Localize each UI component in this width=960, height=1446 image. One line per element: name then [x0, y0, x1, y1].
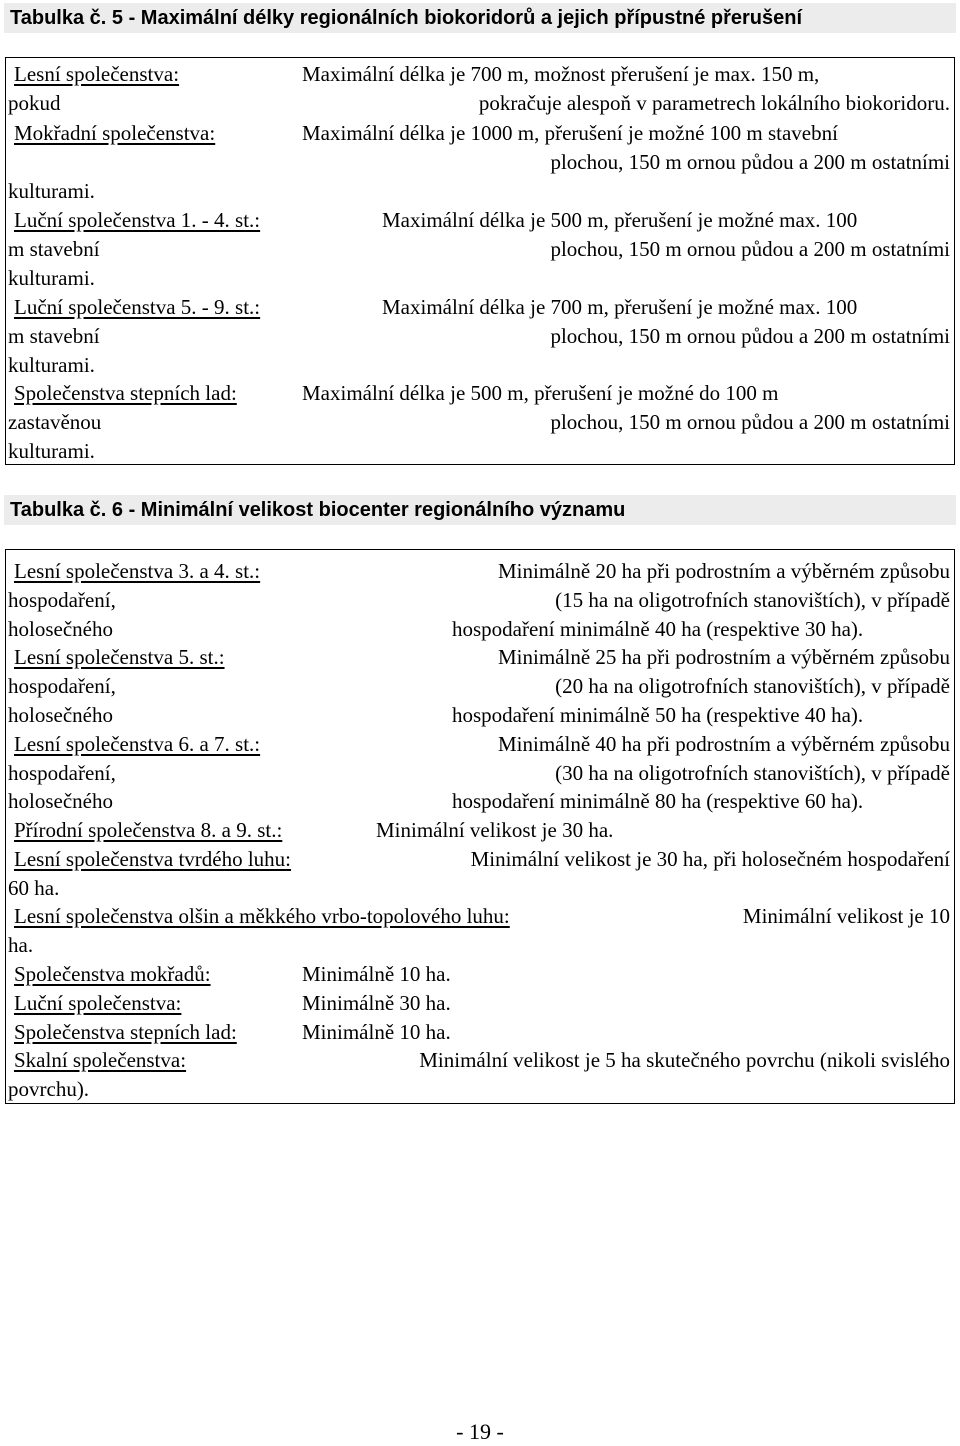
- row-value-cont: (20 ha na oligotrofních stanovištích), v případě: [555, 674, 950, 698]
- table6-title-bar: [4, 495, 956, 525]
- row-label-end: kulturami.: [8, 179, 95, 203]
- row-value-end: hospodaření minimálně 80 ha (respektive 60 ha).: [452, 789, 864, 813]
- row-value: Minimálně 25 ha při podrostním a výběrném způsobu: [497, 645, 950, 669]
- row-label: Lesní společenstva tvrdého luhu:: [14, 847, 292, 871]
- row-label-end: holosečného: [8, 703, 113, 727]
- row-value: Minimálně 10 ha.: [302, 962, 451, 986]
- table6-row: [6, 557, 954, 585]
- row-label: Luční společenstva 5. - 9. st.:: [14, 295, 261, 319]
- table6-row-cont: [6, 931, 954, 959]
- row-value-end: hospodaření minimálně 40 ha (respektive 30 ha).: [452, 617, 864, 641]
- row-label-end: kulturami.: [8, 266, 95, 290]
- table6-row-cont: [6, 672, 954, 700]
- row-label-cont: m stavební: [8, 237, 100, 261]
- row-label-cont: zastavěnou: [8, 410, 102, 434]
- row-label: Mokřadní společenstva:: [14, 121, 216, 145]
- row-value-cont: plochou, 150 m ornou půdou a 200 m ostatními: [550, 324, 950, 348]
- table5-row-cont: [6, 322, 954, 350]
- row-label-end: kulturami.: [8, 353, 95, 377]
- table6-row: [6, 845, 954, 873]
- table6-row: [6, 989, 954, 1017]
- table6-row: [6, 902, 954, 930]
- row-label-cont: povrchu).: [8, 1077, 90, 1101]
- table5-row-end: [6, 177, 954, 205]
- row-label: Společenstva mokřadů:: [14, 962, 211, 986]
- table5-title-bar: [4, 3, 956, 33]
- row-label: Luční společenstva:: [14, 991, 182, 1015]
- table6-box: [5, 549, 955, 1104]
- row-label: Společenstva stepních lad:: [14, 1020, 237, 1044]
- row-value-cont: (30 ha na oligotrofních stanovištích), v případě: [555, 761, 950, 785]
- table5-row: [6, 119, 954, 147]
- row-value: Maximální délka je 500 m, přerušení je možné max. 100: [382, 208, 858, 232]
- table6-row: [6, 643, 954, 671]
- row-value-end: hospodaření minimálně 50 ha (respektive 40 ha).: [452, 703, 864, 727]
- row-value-cont: plochou, 150 m ornou půdou a 200 m ostatními: [550, 150, 950, 174]
- table5-box: [5, 57, 955, 465]
- table6-row-cont: [6, 1075, 954, 1103]
- row-value-cont: plochou, 150 m ornou půdou a 200 m ostatními: [550, 410, 950, 434]
- row-label: Lesní společenstva:: [14, 62, 180, 86]
- table5-row: [6, 293, 954, 321]
- table6-row-cont: [6, 759, 954, 787]
- row-value: Maximální délka je 500 m, přerušení je možné do 100 m: [302, 381, 779, 405]
- row-value: Minimálně 10 ha.: [302, 1020, 451, 1044]
- row-label: Lesní společenstva 6. a 7. st.:: [14, 732, 261, 756]
- table5-row: [6, 60, 954, 88]
- table5-row-cont: [6, 408, 954, 436]
- row-label-cont: hospodaření,: [8, 761, 116, 785]
- row-label-cont: hospodaření,: [8, 588, 116, 612]
- table6-row: [6, 1046, 954, 1074]
- table6-title: Tabulka č. 6 - Minimální velikost biocenter regionálního významu: [10, 499, 626, 521]
- table6-row-end: [6, 787, 954, 815]
- row-value: Maximální délka je 700 m, přerušení je možné max. 100: [382, 295, 858, 319]
- table6-row: [6, 960, 954, 988]
- row-label: Lesní společenstva olšin a měkkého vrbo-topolového luhu:: [14, 904, 510, 928]
- row-value: Minimální velikost je 30 ha.: [376, 818, 614, 842]
- row-label: Skalní společenstva:: [14, 1048, 187, 1072]
- table5-title: Tabulka č. 5 - Maximální délky regionálních biokoridorů a jejich přípustné přerušení: [10, 7, 803, 29]
- row-label: Lesní společenstva 5. st.:: [14, 645, 225, 669]
- table5-row: [6, 379, 954, 407]
- row-value: Minimální velikost je 10: [742, 904, 950, 928]
- row-value: Minimálně 30 ha.: [302, 991, 451, 1015]
- row-label: Společenstva stepních lad:: [14, 381, 237, 405]
- row-label: Luční společenstva 1. - 4. st.:: [14, 208, 261, 232]
- row-label: Přírodní společenstva 8. a 9. st.:: [14, 818, 283, 842]
- table5-row-cont: [6, 148, 954, 176]
- table6-row-cont: [6, 586, 954, 614]
- row-value: Minimálně 40 ha při podrostním a výběrném způsobu: [497, 732, 950, 756]
- row-value-cont: (15 ha na oligotrofních stanovištích), v případě: [555, 588, 950, 612]
- table6-row: [6, 816, 954, 844]
- row-value: Maximální délka je 1000 m, přerušení je možné 100 m stavební: [302, 121, 838, 145]
- row-label-cont: hospodaření,: [8, 674, 116, 698]
- table5-row-end: [6, 264, 954, 292]
- table5-row: [6, 206, 954, 234]
- row-value-cont: pokračuje alespoň v parametrech lokálního biokoridoru.: [478, 91, 950, 115]
- table5-row-cont: [6, 235, 954, 263]
- table5-row-cont: [6, 89, 954, 117]
- row-label-cont: pokud: [8, 91, 61, 115]
- row-value-cont: plochou, 150 m ornou půdou a 200 m ostatními: [550, 237, 950, 261]
- row-label-end: holosečného: [8, 617, 113, 641]
- row-label-end: kulturami.: [8, 439, 95, 463]
- row-value: Minimálně 20 ha při podrostním a výběrném způsobu: [497, 559, 950, 583]
- table6-row-end: [6, 615, 954, 643]
- row-value: Minimální velikost je 5 ha skutečného povrchu (nikoli svislého: [419, 1048, 950, 1072]
- row-value: Minimální velikost je 30 ha, při holosečném hospodaření: [470, 847, 950, 871]
- row-label-cont: m stavební: [8, 324, 100, 348]
- table6-row: [6, 730, 954, 758]
- row-label-cont: 60 ha.: [8, 876, 60, 900]
- table5-row-end: [6, 351, 954, 379]
- row-label-cont: ha.: [8, 933, 34, 957]
- page-number: - 19 -: [456, 1419, 504, 1444]
- table6-row-end: [6, 701, 954, 729]
- table6-row-cont: [6, 874, 954, 902]
- table6-row: [6, 1018, 954, 1046]
- table5-row-end: [6, 437, 954, 465]
- row-label: Lesní společenstva 3. a 4. st.:: [14, 559, 261, 583]
- row-label-end: holosečného: [8, 789, 113, 813]
- row-value: Maximální délka je 700 m, možnost přerušení je max. 150 m,: [302, 62, 820, 86]
